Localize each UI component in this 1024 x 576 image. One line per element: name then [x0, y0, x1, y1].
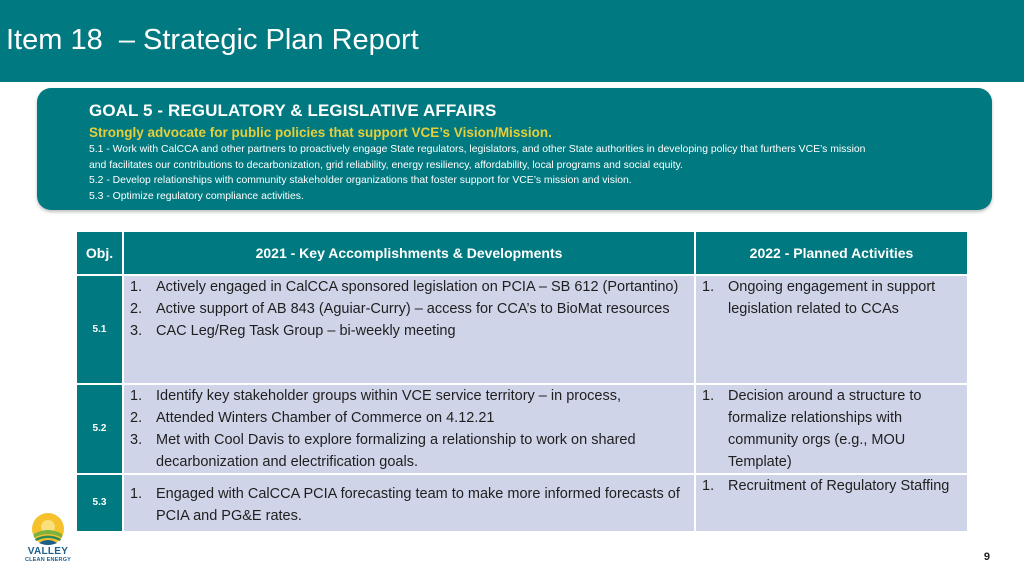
item-number: 3. — [130, 432, 143, 448]
item-text: Decision around a structure to formalize relationships with community orgs (e.g., MOU Template) — [728, 388, 922, 470]
accomplishments-cell — [123, 474, 695, 532]
table-header-row — [76, 231, 968, 275]
item-number: 1. — [702, 478, 715, 494]
list-item — [698, 475, 961, 497]
page-number: 9 — [983, 551, 990, 563]
list-item — [126, 298, 688, 320]
table-row — [76, 384, 968, 474]
objective-label: 5.1 — [76, 275, 123, 384]
item-number: 3. — [130, 323, 143, 339]
item-text: CAC Leg/Reg Task Group – bi-weekly meeting — [156, 323, 456, 339]
objective-label: 5.2 — [76, 384, 123, 474]
list-item — [126, 320, 688, 342]
goal-box — [37, 88, 992, 210]
item-number: 1. — [130, 486, 143, 502]
planned-cell — [695, 384, 968, 474]
goal-subtitle: Strongly advocate for public policies that support VCE’s Vision/Mission. — [89, 125, 552, 140]
page-title: Item 18 – Strategic Plan Report — [6, 24, 419, 56]
valley-clean-energy-logo — [20, 512, 76, 572]
item-text: Attended Winters Chamber of Commerce on 4.12.21 — [156, 410, 495, 426]
item-text: Actively engaged in CalCCA sponsored legislation on PCIA – SB 612 (Portantino) — [156, 279, 679, 295]
goal-line: and facilitates our contributions to decarbonization, grid reliability, energy resiliency, affordability, local programs and social equity. — [89, 159, 683, 171]
accomplishments-cell — [123, 275, 695, 384]
table-row — [76, 275, 968, 384]
goal-title: GOAL 5 - REGULATORY & LEGISLATIVE AFFAIRS — [89, 101, 497, 120]
logo-line1: VALLEY — [27, 546, 69, 557]
item-number: 1. — [130, 279, 143, 295]
list-item — [126, 407, 688, 429]
list-item — [126, 276, 688, 298]
list-item — [698, 276, 961, 320]
header-2021: 2021 - Key Accomplishments & Developments — [123, 231, 695, 275]
strategic-plan-table — [75, 230, 969, 533]
item-text: Engaged with CalCCA PCIA forecasting team to make more informed forecasts of PCIA and PG&E rates. — [156, 486, 680, 524]
sun-over-field-icon — [31, 512, 65, 546]
header-obj: Obj. — [76, 231, 123, 275]
objective-label: 5.3 — [76, 474, 123, 532]
item-text: Active support of AB 843 (Aguiar-Curry) – access for CCA’s to BioMat resources — [156, 301, 670, 317]
goal-line: 5.3 - Optimize regulatory compliance activities. — [89, 190, 304, 202]
list-item — [126, 483, 688, 527]
accomplishments-cell — [123, 384, 695, 474]
item-number: 1. — [130, 388, 143, 404]
planned-cell — [695, 474, 968, 532]
table-row — [76, 474, 968, 532]
item-text: Recruitment of Regulatory Staffing — [728, 478, 950, 494]
planned-cell — [695, 275, 968, 384]
item-text: Ongoing engagement in support legislation related to CCAs — [728, 279, 936, 317]
list-item — [126, 385, 688, 407]
goal-line: 5.1 - Work with CalCCA and other partners to proactively engage State regulators, legislators, and other State authorities in developing policy that furthers VCE’s mission — [89, 144, 866, 155]
goal-line: 5.2 - Develop relationships with community stakeholder organizations that foster support for VCE’s mission and vision. — [89, 175, 632, 186]
item-number: 1. — [702, 388, 715, 404]
list-item — [126, 429, 688, 473]
item-number: 2. — [130, 410, 143, 426]
item-number: 2. — [130, 301, 143, 317]
item-number: 1. — [702, 279, 715, 295]
title-bar — [0, 0, 1024, 82]
item-text: Identify key stakeholder groups within VCE service territory – in process, — [156, 388, 622, 404]
list-item — [698, 385, 961, 473]
logo-line2: CLEAN ENERGY — [24, 557, 72, 563]
header-2022: 2022 - Planned Activities — [695, 231, 968, 275]
item-text: Met with Cool Davis to explore formalizing a relationship to work on shared decarbonization and electrification goals. — [156, 432, 636, 470]
